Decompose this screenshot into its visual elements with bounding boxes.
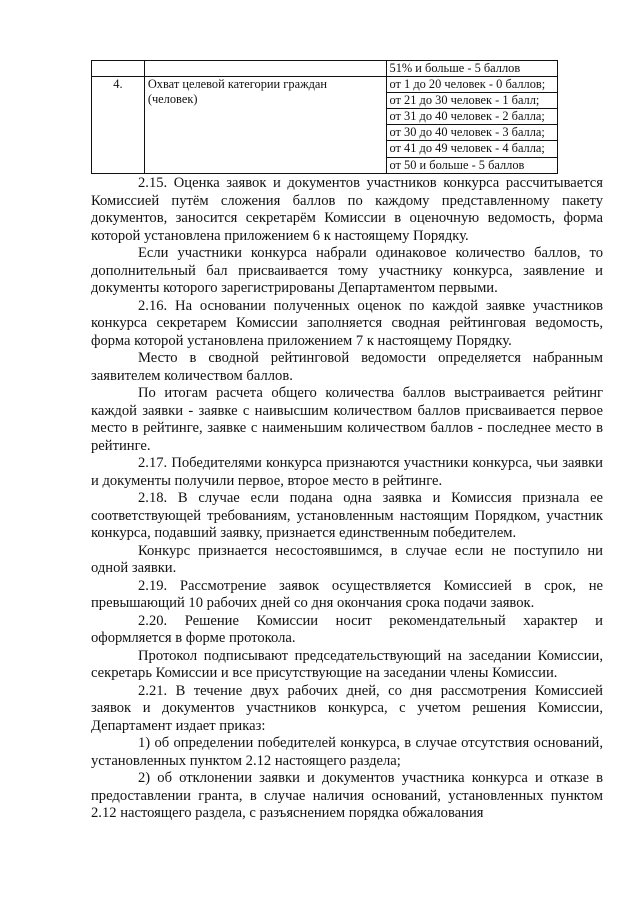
score-line: от 31 до 40 человек - 2 балла; [387, 109, 558, 125]
score-line: от 30 до 40 человек - 3 балла; [387, 125, 558, 141]
paragraph: Если участники конкурса набрали одинаковое количество баллов, то дополнительный бал присваивается тому участнику конкурса, заявление и документы которого зарегистрированы Департаментом первыми. [91, 245, 603, 296]
criterion-line: Охват целевой категории граждан [147, 77, 328, 92]
table-cell-criterion-empty [144, 61, 386, 77]
paragraph: 2.16. На основании полученных оценок по каждой заявке участников конкурса секретарем Комиссии заполняется сводная рейтинговая ведомость, форма которой установлена приложением 7 к настоящему Порядку. [91, 297, 603, 349]
paragraph: 2.19. Рассмотрение заявок осуществляется Комиссией в срок, не превышающий 10 рабочих дней со дня окончания срока подачи заявок. [91, 577, 603, 611]
paragraph: Протокол подписывают председательствующий на заседании Комиссии, секретарь Комиссии и все присутствующие на заседании члены Комиссии. [91, 647, 603, 681]
score-line: 51% и больше - 5 баллов [389, 61, 521, 75]
score-line: от 1 до 20 человек - 0 баллов; [387, 77, 558, 93]
paragraph: 2.20. Решение Комиссии носит рекомендательный характер и оформляется в форме протокола. [91, 612, 603, 646]
paragraph: Место в сводной рейтинговой ведомости определяется набранным заявителем количеством баллов. [91, 350, 603, 384]
table-row [92, 77, 558, 174]
paragraph: По итогам расчета общего количества баллов выстраивается рейтинг каждой заявки - заявке с наивысшим количеством баллов присваивается первое место в рейтинге, заявке с наименьшим количеством баллов - последнее место в рейтинге. [91, 385, 603, 454]
table-row-fragment [92, 61, 558, 77]
table-cell-score-fragment [386, 61, 558, 77]
paragraph: 2.17. Победителями конкурса признаются участники конкурса, чьи заявки и документы получили первое, второе место в рейтинге. [91, 455, 603, 489]
criteria-table [91, 60, 558, 174]
table-cell-number: 4. [92, 77, 145, 174]
body-text [91, 175, 603, 823]
paragraph: 2.21. В течение двух рабочих дней, со дня рассмотрения Комиссией заявок и документов участников конкурса, с учетом решения Комиссии, Департамент издает приказ: [91, 682, 603, 734]
score-line: от 41 до 49 человек - 4 балла; [387, 141, 558, 157]
paragraph: 2.18. В случае если подана одна заявка и Комиссия признала ее соответствующей требованиям, установленным настоящим Порядком, участник конкурса, подавший заявку, признается единственным победителем. [91, 490, 603, 541]
score-line: от 21 до 30 человек - 1 балл; [387, 93, 558, 109]
paragraph: Конкурс признается несостоявшимся, в случае если не поступило ни одной заявки. [91, 542, 603, 576]
paragraph: 1) об определении победителей конкурса, в случае отсутствия оснований, установленных пунктом 2.12 настоящего раздела; [91, 735, 603, 769]
score-line: от 50 и больше - 5 баллов [389, 157, 525, 172]
table-cell-number-empty [92, 61, 145, 77]
criterion-line: (человек) [147, 92, 198, 107]
paragraph: 2.15. Оценка заявок и документов участников конкурса рассчитывается Комиссией путём сложения баллов по каждому представленному пакету документов, заносится секретарём Комиссии в оценочную ведомость, форма которой установлена приложением 6 к настоящему Порядку. [91, 175, 603, 244]
paragraph: 2) об отклонении заявки и документов участника конкурса и отказе в предоставлении гранта, в случае наличия оснований, установленных пунктом 2.12 настоящего раздела, с разъяснением порядка обжалования [91, 770, 603, 821]
table-cell-criterion [144, 77, 386, 174]
table-cell-scores [386, 77, 558, 174]
